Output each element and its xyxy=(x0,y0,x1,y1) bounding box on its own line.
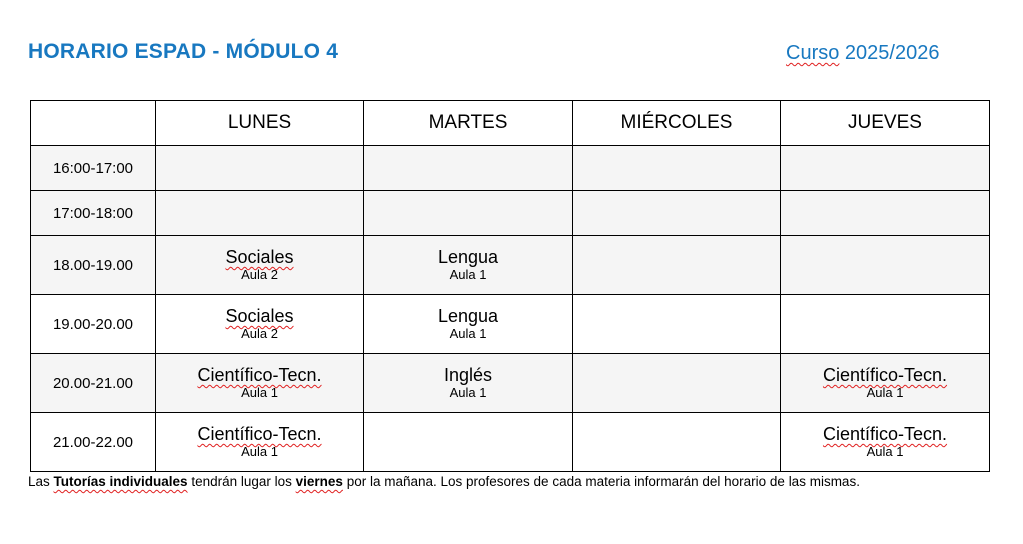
subject-name: Lengua xyxy=(437,306,499,326)
note-text: Las xyxy=(28,474,54,489)
class-cell xyxy=(156,413,364,472)
class-cell xyxy=(364,354,573,413)
class-cell xyxy=(781,413,990,472)
document-title: HORARIO ESPAD - MÓDULO 4 xyxy=(28,40,339,63)
empty-cell xyxy=(573,413,781,472)
empty-cell xyxy=(573,191,781,236)
subject-name: Científico-Tecn. xyxy=(822,365,948,385)
subject-name: Sociales xyxy=(225,306,294,326)
time-slot: 16:00-17:00 xyxy=(31,146,156,191)
empty-cell xyxy=(781,295,990,354)
note-text: por la mañana. Los profesores de cada materia informarán del horario de las mismas. xyxy=(342,474,860,489)
time-slot: 19.00-20.00 xyxy=(31,295,156,354)
table-row xyxy=(31,191,990,236)
room-label: Aula 1 xyxy=(449,385,487,400)
empty-cell xyxy=(573,236,781,295)
subject-name: Lengua xyxy=(437,247,499,267)
empty-cell xyxy=(573,354,781,413)
note-bold-viernes: viernes xyxy=(295,474,343,489)
class-cell xyxy=(156,354,364,413)
class-cell xyxy=(156,236,364,295)
subject-name: Inglés xyxy=(443,365,493,385)
room-label: Aula 1 xyxy=(449,326,487,341)
course-year xyxy=(786,42,939,65)
room-label: Aula 1 xyxy=(449,267,487,282)
class-cell xyxy=(364,236,573,295)
room-label: Aula 1 xyxy=(866,385,904,400)
table-row xyxy=(31,295,990,354)
class-cell xyxy=(156,295,364,354)
subject-name: Científico-Tecn. xyxy=(822,424,948,444)
header-row xyxy=(31,101,990,146)
class-cell xyxy=(781,354,990,413)
subject-name: Científico-Tecn. xyxy=(197,365,322,385)
time-slot: 21.00-22.00 xyxy=(31,413,156,472)
time-slot: 18.00-19.00 xyxy=(31,236,156,295)
empty-cell xyxy=(156,191,364,236)
course-year-value: 2025/2026 xyxy=(839,42,940,64)
table-row xyxy=(31,146,990,191)
schedule-table xyxy=(30,100,990,472)
tutoring-note xyxy=(28,474,860,489)
day-header: MARTES xyxy=(364,101,573,146)
table-row xyxy=(31,354,990,413)
time-slot: 20.00-21.00 xyxy=(31,354,156,413)
table-row xyxy=(31,413,990,472)
empty-cell xyxy=(364,146,573,191)
empty-cell xyxy=(156,146,364,191)
empty-cell xyxy=(573,295,781,354)
subject-name: Sociales xyxy=(225,247,294,267)
room-label: Aula 1 xyxy=(241,444,278,459)
room-label: Aula 1 xyxy=(241,385,278,400)
day-header: LUNES xyxy=(156,101,364,146)
empty-cell xyxy=(573,146,781,191)
note-bold-tutorias: Tutorías individuales xyxy=(53,474,188,489)
course-label: Curso xyxy=(786,42,840,64)
corner-cell xyxy=(31,101,156,146)
empty-cell xyxy=(781,191,990,236)
class-cell xyxy=(364,295,573,354)
time-slot: 17:00-18:00 xyxy=(31,191,156,236)
day-header: MIÉRCOLES xyxy=(573,101,781,146)
empty-cell xyxy=(781,236,990,295)
table-row xyxy=(31,236,990,295)
day-header: JUEVES xyxy=(781,101,990,146)
empty-cell xyxy=(364,413,573,472)
room-label: Aula 2 xyxy=(241,326,278,341)
note-text: tendrán lugar los xyxy=(187,474,296,489)
empty-cell xyxy=(781,146,990,191)
subject-name: Científico-Tecn. xyxy=(197,424,322,444)
room-label: Aula 2 xyxy=(241,267,278,282)
empty-cell xyxy=(364,191,573,236)
room-label: Aula 1 xyxy=(866,444,904,459)
